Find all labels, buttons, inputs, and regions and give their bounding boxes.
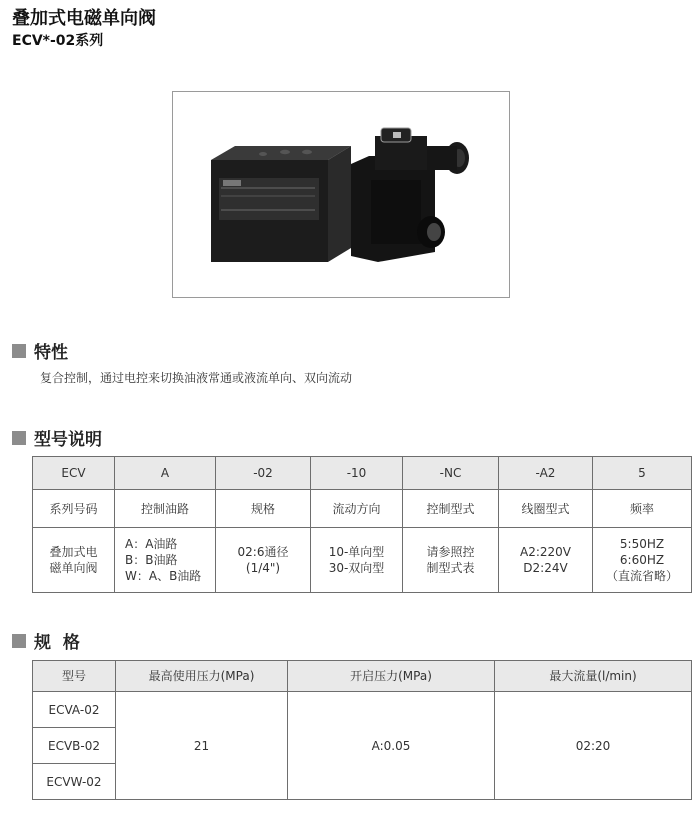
cracking-pressure-cell: A:0.05: [288, 692, 495, 800]
detail-cell: 02:6通径 (1/4"): [216, 528, 311, 593]
spec-header-cell: 型号: [33, 661, 116, 692]
name-cell: 系列号码: [33, 490, 115, 528]
name-cell: 控制型式: [403, 490, 499, 528]
heading-square-icon: [12, 431, 26, 445]
product-photo: [172, 91, 510, 298]
model-cell: ECVB-02: [33, 728, 116, 764]
name-cell: 频率: [593, 490, 692, 528]
model-heading: 型号说明: [12, 425, 102, 450]
table-row: [33, 661, 692, 692]
detail-cell: 5:50HZ 6:60HZ （直流省略）: [593, 528, 692, 593]
model-cell: ECVW-02: [33, 764, 116, 800]
code-cell: -NC: [403, 457, 499, 490]
code-cell: -A2: [499, 457, 593, 490]
heading-square-icon: [12, 344, 26, 358]
features-heading: 特性: [12, 338, 68, 363]
name-cell: 控制油路: [115, 490, 216, 528]
model-cell: ECVA-02: [33, 692, 116, 728]
max-pressure-cell: 21: [116, 692, 288, 800]
table-row: [33, 457, 692, 490]
detail-cell: A：A油路 B：B油路 W：A、B油路: [115, 528, 216, 593]
name-cell: 流动方向: [311, 490, 403, 528]
model-code-table: [32, 456, 692, 593]
spec-heading: 规 格: [12, 628, 80, 653]
detail-cell: 叠加式电 磁单向阀: [33, 528, 115, 593]
code-cell: -02: [216, 457, 311, 490]
page-title: 叠加式电磁单向阀: [12, 8, 156, 29]
detail-cell: 请参照控 制型式表: [403, 528, 499, 593]
name-cell: 线圈型式: [499, 490, 593, 528]
features-text: 复合控制，通过电控来切换油液常通或液流单向、双向流动: [40, 371, 353, 385]
heading-square-icon: [12, 634, 26, 648]
detail-cell: 10-单向型 30-双向型: [311, 528, 403, 593]
table-row: [33, 528, 692, 593]
table-row: [33, 692, 692, 728]
table-row: [33, 490, 692, 528]
spec-header-cell: 最大流量(l/min): [495, 661, 692, 692]
code-cell: -10: [311, 457, 403, 490]
detail-cell: A2:220V D2:24V: [499, 528, 593, 593]
spec-header-cell: 开启压力(MPa): [288, 661, 495, 692]
spec-header-cell: 最高使用压力(MPa): [116, 661, 288, 692]
code-cell: ECV: [33, 457, 115, 490]
solenoid-valve-illustration: [173, 92, 509, 297]
code-cell: 5: [593, 457, 692, 490]
series-subtitle: ECV*-02系列: [12, 33, 104, 49]
code-cell: A: [115, 457, 216, 490]
name-cell: 规格: [216, 490, 311, 528]
max-flow-cell: 02:20: [495, 692, 692, 800]
spec-table: [32, 660, 692, 800]
